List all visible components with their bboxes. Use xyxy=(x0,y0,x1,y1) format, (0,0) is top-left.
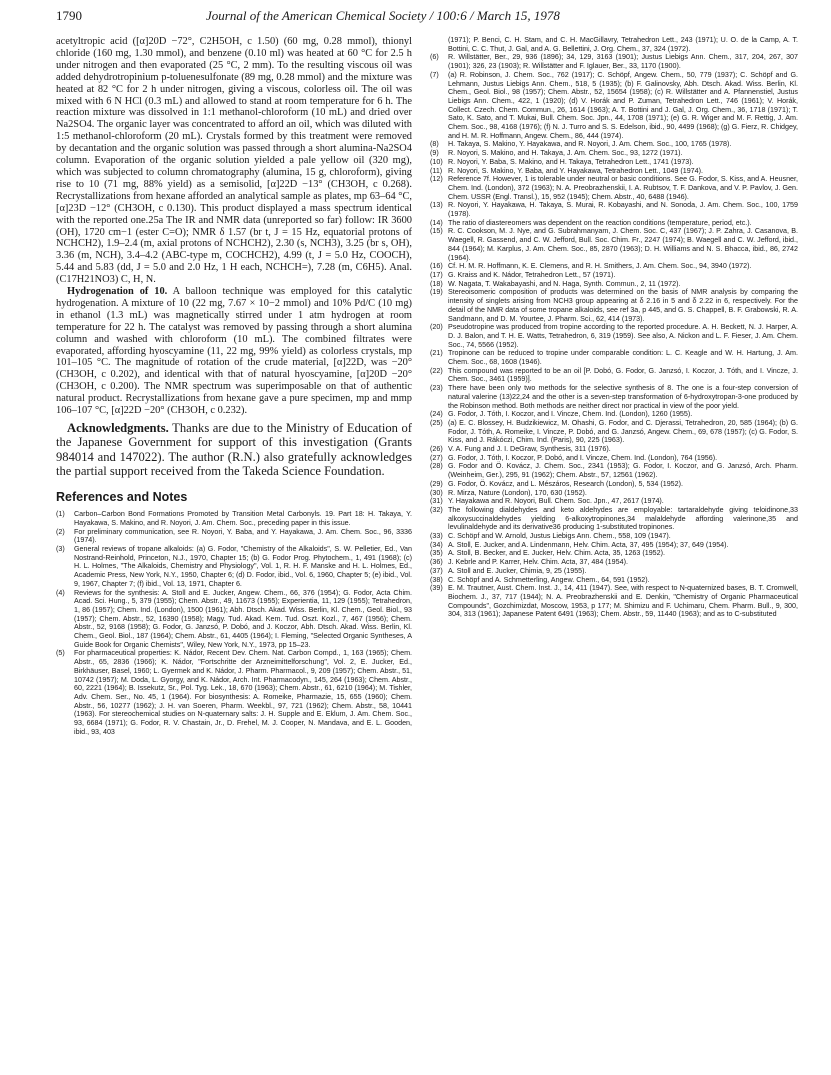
reference-number: (13) xyxy=(430,201,443,210)
reference-number: (6) xyxy=(430,53,439,62)
reference-text: General reviews of tropane alkaloids: (a) G. Fodor, "Chemistry of the Alkaloids", S. W. Pelletier, Ed., Van Nostrand-Reinhold, Princeton, N.J., 1970, Chapter 15; (b) G. Fodor Prog. Phytochem., 1, 491 (1968); (c) H. L. Holmes, "The Alkaloids, Chemistry and Physiology", Vol. 1, R. H. F. Manske and H. L. Holmes, Ed., Academic Press, New York, N.Y., 1950, Chapter 6; (d) D. Fodor, ibid., Vol. 6, 1960, Chapter 5; (e) ibid., Vol. 9, 1967, Chapter 7; (f) ibid., Vol. 13, 1971, Chapter 6. xyxy=(74,545,412,588)
reference-text: W. Nagata, T. Wakabayashi, and N. Haga, Synth. Commun., 2, 11 (1972). xyxy=(448,279,681,288)
reference-text: R. Noyori, Y. Baba, S. Makino, and H. Takaya, Tetrahedron Lett., 1741 (1973). xyxy=(448,157,694,166)
reference-text: Reviews for the synthesis: A. Stoll and E. Jucker, Angew. Chem., 66, 376 (1954); G. Fodor, Acta Chim. Acad. Sci. Hung., 5, 379 (1955); Chem. Abstr., 49, 11673 (1955); Experientia, 11, 129 (1955); Tetrahedron, 1, 86 (1957); Chem. Ind. (London), 1500 (1961); Abh. Dtsch. Akad. Wiss. Berlin, Kl. Chem., Geol. Biol., 93 (1957); Chem. Abstr., 52, 16390 (1958); Magy. Tud. Akad. Kem. Tud. Oszt. Kozl., 7, 467 (1956); Chem. Abstr., 52, 9168 (1958); G. Fodor, G. Janzsó, P. Dobó, and J. Koczor, Abh. Dtsch. Akad. Wiss. Berlin, Kl. Chem., Geol. Biol., 187 (1964); Chem. Abstr., 61, 4405 (1964); I. Fleming, "Selected Organic Syntheses, A Guide Book for Organic Chemists", Wiley, New York, N.Y., 1973, pp 15–23. xyxy=(74,588,412,649)
left-column xyxy=(56,36,412,736)
reference-number: (29) xyxy=(430,479,443,488)
reference-text: R. Willstätter, Ber., 29, 936 (1896); 34, 129, 3163 (1901); Justus Liebigs Ann. Chem., 317, 204, 267, 307 (1901); 326, 23 (1903); R. Willstätter and F. Iglauer, Ber., 33, 1170 (1900). xyxy=(448,53,798,71)
reference-item xyxy=(430,558,798,567)
reference-number: (3) xyxy=(56,545,65,553)
reference-item xyxy=(430,576,798,585)
reference-text: Carbon–Carbon Bond Formations Promoted by Transition Metal Carbonyls. 19. Part 18: H. Takaya, Y. Hayakawa, S. Makino, and R. Noyori, J. Am. Chem. Soc., preceding paper in this issue. xyxy=(74,510,412,527)
reference-text: (a) R. Robinson, J. Chem. Soc., 762 (1917); C. Schöpf, Angew. Chem., 50, 779 (1937); C. Schöpf and G. Lehmann, Justus Liebigs Ann. Chem., 518, 5 (1935); (b) F. Galinovsky, Abh. Dtsch. Akad. Wiss. Berlin, Kl. Chem., Geol. Biol., 98 (1957); Chem. Abstr., 52, 15654 (1958); (c) R. Willstätter and A. Pfannenstiel, Justus Liebigs Ann. Chem., 422, 1 (1920); (d) V. Horák and P. Zuman, Tetrahedron Lett., 746 (1961); V. Horák, Collect. Czech. Chem. Commun., 26, 1614 (1963); A. T. Bottini and J. Gal, J. Org. Chem., 36, 1718 (1971); T. Sato, K. Sato, and T. Mukai, Bull. Chem. Soc. Jpn., 44, 1708 (1971); (e) G. R. Wiger and M. F. Rettig, J. Am. Chem. Soc., 98, 4168 (1976); (f) N. J. Turro and S. S. Edelson, ibid., 90, 4499 (1968); (g) G. Fierz, R. Chidgey, and H. M. R. Hoffmann, Angew. Chem., 86, 444 (1974). xyxy=(448,70,798,140)
reference-number: (9) xyxy=(430,149,439,158)
reference-text: G. Fodor, J. Tóth, I. Koczor, and I. Vincze, Chem. Ind. (London), 1260 (1955). xyxy=(448,410,693,419)
reference-number: (37) xyxy=(430,566,443,575)
reference-item xyxy=(430,71,798,141)
hydrogenation-text: A balloon technique was employed for this catalytic hydrogenation. A mixture of 10 (22 mg, 7.67 × 10−2 mmol) and 10% Pd/C (10 mg) in ethanol (1.3 mL) was magnetically stirred under 1 atm hydrogen at room temperature for 22 h. The catalyst was removed by passing through a short alumina column and washed with chloroform (10 mL). The combined filtrates were evaporated, affording hyoscyamine (11, 22 mg, 99% yield) as colorless crystals, mp 101–105 °C. The magnitude of rotation of the crude material, [α]22D, was −20° (CH3OH, c 0.202), and identical with that of natural hyoscyamine, [α]20D −20° (CH3OH, c 0.200). The NMR spectrum was superimposable on that of authentic natural product. Recrystallizations from hexane gave a pure specimen, mp and mmp 106–107 °C, [α]22D −20° (CH3OH, c 0.232). xyxy=(56,286,412,417)
right-column xyxy=(430,36,798,619)
reference-text: G. Kraiss and K. Nádor, Tetrahedron Lett., 57 (1971). xyxy=(448,270,616,279)
reference-number: (7) xyxy=(430,70,439,79)
reference-text: R. C. Cookson, M. J. Nye, and G. Subrahmanyam, J. Chem. Soc. C, 437 (1967); J. P. Zahra, J. Casanova, B. Waegell, R. Gassend, and C. W. Jefford, Bull. Soc. Chim. Fr., 2247 (1974); B. Waegell and C. W. Jefford, ibid., 844 (1964); M. Karplus, J. Am. Chem. Soc., 85, 2870 (1963); D. H. Williams and N. S. Bhacca, ibid., 86, 2742 (1964). xyxy=(448,227,798,262)
references-heading: References and Notes xyxy=(56,490,188,505)
reference-text: (a) E. C. Blossey, H. Budzikiewicz, M. Ohashi, G. Fodor, and C. Djerassi, Tetrahedron, 20, 585 (1964); (b) G. Fodor, J. Tóth, A. Romeike, I. Vincze, P. Dobó, and G. Janzsó, Angew. Chem., 69, 678 (1957); (c) G. Fodor, S. Kiss, and J. Rákóczi, Chim. Ind. (Paris), 90, 225 (1963). xyxy=(448,418,798,445)
reference-item xyxy=(430,53,798,70)
reference-item xyxy=(430,454,798,463)
reference-text: Stereoisomeric composition of products was determined on the basis of NMR analysis by comparing the intensity of singlets arising from NCH3 group appearing at δ 2.16 in 5 and δ 2.22 in 6, respectively. For the detail of the NMR data of some tropane alkaloids, see ref 3a, p 445, and G. S. Chappell, B. F. Grabowski, R. A. Sandmann, and D. M. Yourtee, J. Pharm. Sci., 62, 414 (1973). xyxy=(448,288,798,323)
reference-item xyxy=(430,36,798,53)
reference-item xyxy=(430,567,798,576)
reference-item xyxy=(430,149,798,158)
reference-item xyxy=(430,167,798,176)
reference-text: For pharmaceutical properties: K. Nádor, Recent Dev. Chem. Nat. Carbon Compd., 1, 163 (1965); Chem. Abstr., 65, 2836 (1966); K. Nádor, "Fortschritte der Arzneimittelforschung", Vol. 2, E. Jucker, Ed., Birkhäuser, Basel, 1960; L. Gyermek and K. Nádor, J. Pharm. Pharmacol., 9, 209 (1957); Chem. Abstr., 51, 10742 (1957); M. Doda, L. Gyorgy, and K. Nádor, Arch. Int. Pharmacodyn., 145, 264 (1963); Chem. Abstr., 60, 2221 (1964); B. Issekutz, Sr., Pol. Tyg. Lek., 18, 670 (1963); Chem. Abstr., 61, 6210 (1964); M. Tishler, Adv. Chem. Ser., No. 45, 1 (1964). For biosynthesis: A. Romeike, Pharmazie, 15, 655 (1960); Chem. Abstr., 56, 10277 (1962); J. H. van Soeren, Pharm. Weekbl., 97, 721 (1962); Chem. Abstr., 58, 10441 (1963). For stereochemical studies on N-quaternary salts: J. H. Supple and E. Eklum, J. Am. Chem. Soc., 93, 6684 (1971); G. Fodor, R. V. Chastain, Jr., D. Frehel, M. J. Cooper, N. Mandava, and E. L. Gooden, ibid., 93, 403 xyxy=(74,649,412,736)
reference-text: A. Stoll and E. Jucker, Chimia, 9, 25 (1955). xyxy=(448,566,587,575)
hydrogenation-paragraph xyxy=(56,286,412,417)
reference-number: (1) xyxy=(56,510,65,519)
reference-number: (39) xyxy=(430,584,443,593)
reference-item xyxy=(430,445,798,454)
reference-text: For preliminary communication, see R. Noyori, Y. Baba, and Y. Hayakawa, J. Am. Chem. Soc., 96, 3336 (1974). xyxy=(74,527,412,545)
reference-text: Tropinone can be reduced to tropine under comparable condition: L. C. Keagle and W. H. Hartung, J. Am. Chem. Soc., 68, 1608 (1946). xyxy=(448,349,798,367)
reference-item xyxy=(430,288,798,323)
reference-text: The ratio of diastereomers was dependent on the reaction conditions (temperature, period, etc.). xyxy=(448,218,752,227)
reference-number: (31) xyxy=(430,497,443,506)
reference-number: (8) xyxy=(430,140,439,149)
reference-text: R. Noyori, S. Makino, Y. Baba, and Y. Hayakawa, Tetrahedron Lett., 1049 (1974). xyxy=(448,166,703,175)
reference-text: The following dialdehydes and keto aldehydes are employable: tartaraldehyde giving teloidinone,33 alkoxysuccinaldehydes yielding 6-alkoxytropinones,34 malaldehyde affording valerinone,35 and levulinaldehyde and its derivative36 producing 1-substituted tropinones. xyxy=(448,505,798,532)
reference-text: R. Mirza, Nature (London), 170, 630 (1952). xyxy=(448,488,587,497)
reference-number: (20) xyxy=(430,323,443,332)
reference-item xyxy=(430,262,798,271)
reference-text: Reference 7f. However, 1 is tolerable under neutral or basic conditions. See G. Fodor, S. Kiss, and A. Heusner, Chem. Ind. (London), 372 (1963); N. A. Preobrazhenskii, I. A. Rubtsov, T. F. Dankova, and V. P. Pavlov, J. Gen. Chem. USSR (Engl. Transl.), 15, 952 (1945); Chem. Abstr., 40, 6488 (1946). xyxy=(448,175,798,201)
reference-number: (11) xyxy=(430,166,443,175)
reference-item xyxy=(430,497,798,506)
reference-text: A. Stoll, B. Becker, and E. Jucker, Helv. Chim. Acta, 35, 1263 (1952). xyxy=(448,549,665,558)
reference-text: A. Stoll, E. Jucker, and A. Lindenmann, Helv. Chim. Acta, 37, 495 (1954); 37, 649 (1954). xyxy=(448,540,729,549)
reference-item xyxy=(430,271,798,280)
reference-number: (30) xyxy=(430,488,443,497)
references-list-left xyxy=(56,510,412,736)
reference-number: (16) xyxy=(430,262,443,271)
reference-text: R. Noyori, Y. Hayakawa, H. Takaya, S. Murai, R. Kobayashi, and N. Sonoda, J. Am. Chem. Soc., 100, 1759 (1978). xyxy=(448,201,798,219)
reference-number: (4) xyxy=(56,588,65,597)
reference-number: (26) xyxy=(430,445,443,454)
journal-title: Journal of the American Chemical Society / 100:6 / March 15, 1978 xyxy=(206,8,560,23)
reference-text: C. Schöpf and W. Arnold, Justus Liebigs Ann. Chem., 558, 109 (1947). xyxy=(448,532,671,541)
reference-text: (1971); P. Benci, C. H. Stam, and C. H. MacGillavry, Tetrahedron Lett., 243 (1971); U. O. de la Camp, A. T. Bottini, C. C. Thut, J. Gal, and A. G. Bellettini, J. Org. Chem., 37, 324 (1972). xyxy=(448,36,798,53)
page-header xyxy=(56,8,798,28)
reference-number: (2) xyxy=(56,527,65,536)
reference-number: (18) xyxy=(430,279,443,288)
reference-number: (12) xyxy=(430,175,443,184)
reference-number: (35) xyxy=(430,549,443,558)
reference-text: C. Schöpf and A. Schmetterling, Angew. Chem., 64, 591 (1952). xyxy=(448,575,650,584)
reference-number: (19) xyxy=(430,288,443,297)
reference-item xyxy=(430,549,798,558)
reference-number: (10) xyxy=(430,157,443,166)
reference-item xyxy=(430,419,798,445)
reference-number: (25) xyxy=(430,418,443,427)
reference-item xyxy=(430,541,798,550)
reference-text: V. A. Fung and J. I. DeGraw, Synthesis, 311 (1976). xyxy=(448,445,611,454)
reference-text: This compound was reported to be an oil [P. Dobó, G. Fodor, G. Janzsó, I. Koczor, J. Tóth, and I. Vincze, J. Chem. Soc., 3461 (1959)]. xyxy=(448,366,798,384)
reference-number: (23) xyxy=(430,384,443,393)
reference-item xyxy=(430,489,798,498)
reference-item xyxy=(430,532,798,541)
reference-item xyxy=(430,462,798,479)
reference-text: There have been only two methods for the selective synthesis of 8. The one is a four-step conversion of natural valerine (13)22,24 and the other is a seven-step transformation of 6-hydroxytropan-3-one produced by the Robinson method. Both methods are neither direct nor practical in view of the poor yield. xyxy=(448,384,798,410)
reference-number: (27) xyxy=(430,453,443,462)
reference-text: Y. Hayakawa and R. Noyori, Bull. Chem. Soc. Jpn., 47, 2617 (1974). xyxy=(448,497,664,506)
reference-number: (38) xyxy=(430,575,443,584)
reference-text: H. Takaya, S. Makino, Y. Hayakawa, and R. Noyori, J. Am. Chem. Soc., 100, 1765 (1978). xyxy=(448,140,732,149)
reference-text: G. Fodor, J. Tóth, I. Koczor, P. Dobó, and I. Vincze, Chem. Ind. (London), 764 (1956). xyxy=(448,453,718,462)
acknowledgments-heading: Acknowledgments. xyxy=(67,421,169,435)
reference-item xyxy=(430,367,798,384)
reference-number: (15) xyxy=(430,227,443,236)
experimental-paragraph: acetyltropic acid ([α]20D −72°, C2H5OH, c 1.50) (60 mg, 0.28 mmol), thionyl chloride (160 mg, 1.30 mmol), and benzene (0.10 ml) was heated at 60 °C for 2.5 h under nitrogen and then evaporated (25 °C, 2 mm). To the resulting viscous oil was added dehydrotropinium p-toluenesulfonate (89 mg, 0.28 mmol) and the mixture was heated at 82 °C for 2 h under nitrogen, giving a viscous, colorless oil. The oil was mixed with 6 N HCl (0.3 mL) and allowed to stand at room temperature for 6 h. The reaction mixture was dissolved in 1:1 methanol-chloroform (10 mL) and dried over Na2SO4. The organic layer was concentrated to afford an oil, which was diluted with 1:5 methanol-chloroform (20 mL). Crystals formed by this treatment were removed by decantation and the organic solution was passed through a short alumina-Na2SO4 column. Evaporation of the organic solution yielded a pale yellow oil (320 mg), which was subjected to column chromatography (alumina, 15 g, chloroform), giving rise to 10 (71 mg, 88% yield) as a semisolid, [α]22D −13° (CH3OH, c 0.268). Recrystallizations from hexane afforded an analytical sample as plates, mp 63–64 °C, [α]23D −12° (CH3OH, c 0.130). This product displayed a mass spectrum identical with the reported one.25a The IR and NMR data (unreported so far) follow: IR 3600 (OH), 1720 cm−1 (ester C=O); NMR δ 1.57 (br t, J = 15 Hz, equatorial protons of NCHCH2), 1.9–2.4 (m, axial protons of NCHCH2), 2.30 (s, NCH3), 3.25 (br s, OH), 3.36 (m, NCH), 3.4–4.2 (ABC-type m, COCHCH2), 4.99 (t, J = 5.0 Hz, COOCH), 5.44 and 5.83 (dd, J = 5.0 and 2.0 Hz, 1 H each, NCHCH=), 7.28 (m, C6H5). Anal. (C17H21NO3) C, H, N. xyxy=(56,36,412,286)
reference-item xyxy=(430,201,798,218)
reference-number: (21) xyxy=(430,349,443,358)
reference-item xyxy=(430,480,798,489)
reference-number: (22) xyxy=(430,366,443,375)
reference-number: (28) xyxy=(430,462,443,471)
reference-number: (33) xyxy=(430,532,443,541)
reference-text: G. Fodor and Ö. Kovácz, J. Chem. Soc., 2341 (1953); G. Fodor, I. Koczor, and G. Janzsó, Arch. Pharm. (Weinheim, Ger.), 295, 91 (1962); Chem. Abstr., 57, 12561 (1962). xyxy=(448,462,798,480)
reference-item xyxy=(430,506,798,532)
reference-item xyxy=(430,158,798,167)
page-number: 1790 xyxy=(56,8,82,23)
acknowledgments-text: Thanks are due to the Ministry of Education of the Japanese Government for support of this investigation (Grants 984014 and 147022). The author (R.N.) also gratefully acknowledges the partial support received from the Takeda Science Foundation. xyxy=(56,421,412,478)
reference-item xyxy=(430,175,798,201)
reference-item xyxy=(430,410,798,419)
reference-number: (36) xyxy=(430,558,443,567)
reference-item xyxy=(430,280,798,289)
reference-number: (34) xyxy=(430,540,443,549)
reference-number xyxy=(430,36,448,53)
reference-item xyxy=(56,510,412,527)
reference-number: (14) xyxy=(430,218,443,227)
reference-text: E. M. Trautner, Aust. Chem. Inst. J., 14, 411 (1947). See, with respect to N-quaternized bases, B. T. Cromwell, Biochem. J., 37, 717 (1944); N. A. Preobrazhenskii and E. Denkin, "Chemistry of Organic Pharmaceutical Compounds", Gozchimizdat, Moscow, 1953, p 177; M. Shimizu and F. Uchimaru, Chem. Pharm. Bull., 9, 300, 304, 313 (1961); Japanese Patent 6491 (1963); Chem. Abstr., 59, 11440 (1963); and as to C-substituted xyxy=(448,584,798,619)
reference-text: J. Kebrle and P. Karrer, Helv. Chim. Acta, 37, 484 (1954). xyxy=(448,558,628,567)
reference-number: (32) xyxy=(430,505,443,514)
hydrogenation-heading: Hydrogenation of 10. xyxy=(67,286,168,298)
reference-item xyxy=(430,323,798,349)
reference-number: (17) xyxy=(430,270,443,279)
reference-item xyxy=(430,227,798,262)
reference-item xyxy=(56,528,412,545)
reference-text: G. Fodor, Ö. Kovácz, and L. Mészáros, Research (London), 5, 534 (1952). xyxy=(448,479,683,488)
reference-item xyxy=(430,140,798,149)
reference-item xyxy=(430,384,798,410)
reference-item xyxy=(56,589,412,650)
reference-item xyxy=(56,545,412,589)
reference-text: Cf. H. M. R. Hoffmann, K. E. Clemens, and R. H. Smithers, J. Am. Chem. Soc., 94, 3940 (1972). xyxy=(448,262,752,271)
reference-item xyxy=(56,649,412,736)
reference-item xyxy=(430,219,798,228)
reference-item xyxy=(430,584,798,619)
references-list-right xyxy=(430,36,798,619)
reference-number: (24) xyxy=(430,410,443,419)
acknowledgments-paragraph xyxy=(56,421,412,478)
reference-item xyxy=(430,349,798,366)
reference-text: R. Noyori, S. Makino, and H. Takaya, J. Am. Chem. Soc., 93, 1272 (1971). xyxy=(448,149,683,158)
reference-number: (5) xyxy=(56,649,65,658)
reference-text: Pseudotropine was produced from tropine according to the reported procedure. A. H. Beckett, N. J. Harper, A. D. J. Balon, and T. H. E. Watts, Tetrahedron, 6, 319 (1959). See also, A. Nickon and L. F. Fieser, J. Am. Chem. Soc., 74, 5566 (1952). xyxy=(448,323,798,349)
